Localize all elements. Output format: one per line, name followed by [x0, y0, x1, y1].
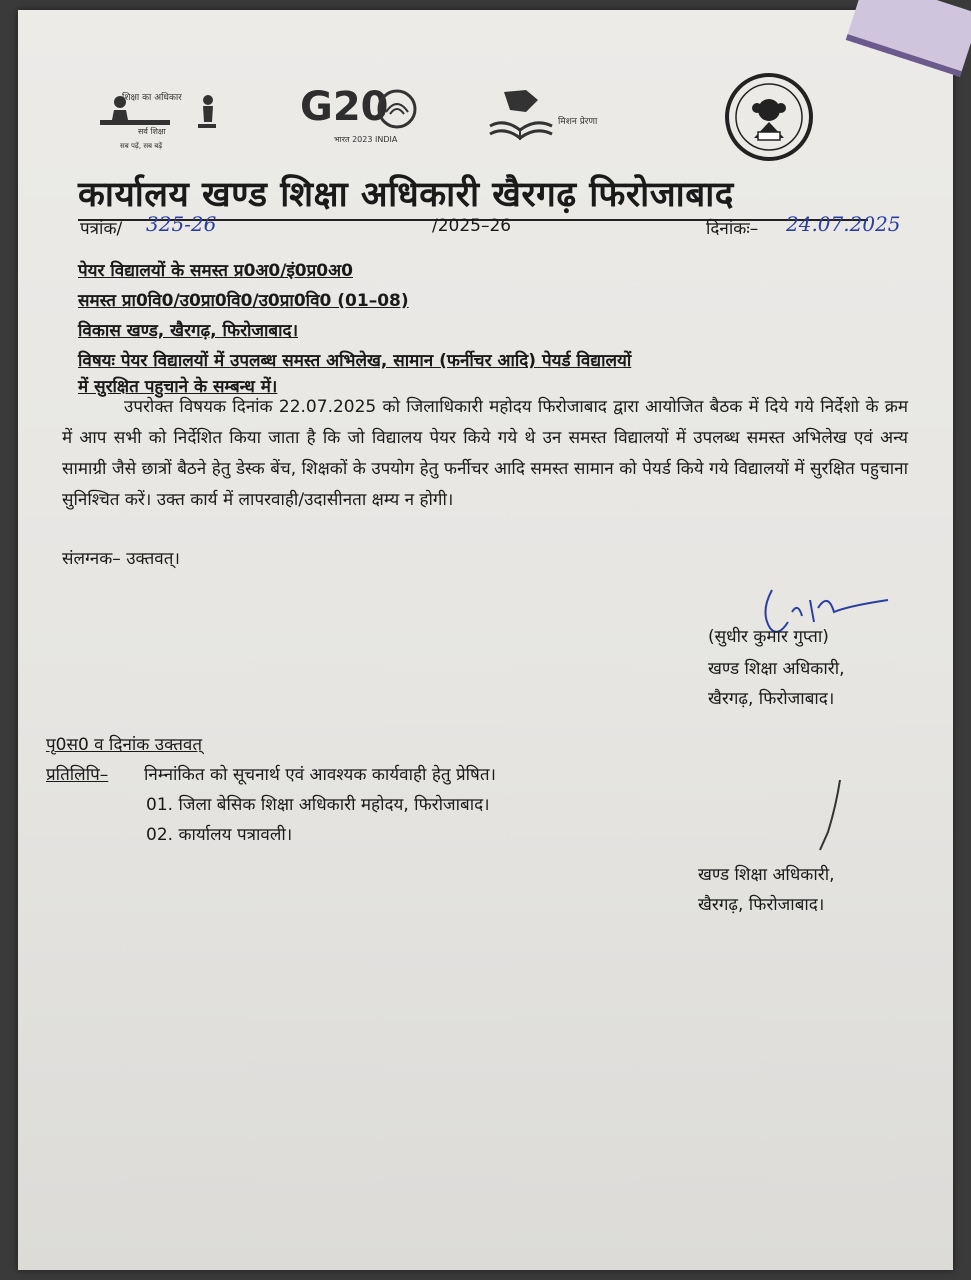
g20-subtext: भारत 2023 INDIA [334, 135, 398, 144]
open-book-map-icon [486, 86, 556, 146]
attachment-line: संलग्नक– उक्तवत्। [62, 549, 180, 569]
date-value: 24.07.2025 [786, 212, 901, 236]
copy-text: निम्नांकित को सूचनार्थ एवं आवश्यक कार्यवाही हेतु प्रेषित। [144, 765, 497, 785]
lotus-globe-icon [376, 88, 418, 130]
date-label: दिनांकः– [706, 219, 759, 239]
beti-bachao-logo [724, 72, 814, 162]
girl-circle-icon [724, 72, 814, 162]
signatory2-place: खैरगढ़, फिरोजाबाद। [698, 895, 825, 915]
recipient-line-2: समस्त प्रा0वि0/उ0प्रा0वि0/उ0प्रा0वि0 (01–08) [78, 291, 409, 311]
office-title: कार्यालय खण्ड शिक्षा अधिकारी खैरगढ़ फिरोजाबाद [78, 170, 868, 221]
mission-prerna-text: मिशन प्रेरणा [558, 117, 598, 127]
copy-label: प्रतिलिपि– [46, 765, 109, 785]
logo-ssa-text: सर्व शिक्षा [138, 127, 166, 136]
body-paragraph: उपरोक्त विषयक दिनांक 22.07.2025 को जिलाधिकारी महोदय फिरोजाबाद द्वारा आयोजित बैठक में दिये गये निर्देशो के क्रम में आप सभी को निर्देशित किया जाता है कि जो विद्यालय पेयर किये गये थे उन समस्त विद्यालयों में उपलब्ध समस्त अभिलेख एवं अन्य सामाग्री जैसे छात्रों बैठने हेतु डेस्क बेंच, शिक्षकों के उपयोग हेतु फर्नीचर आदि समस्त सामान को पेयर्ड किये गये विद्यालयों में सुरक्षित पहुचाना सुनिश्चित करें। उक्त कार्य में लापरवाही/उदासीनता क्षम्य न होगी। [62, 397, 908, 510]
recipient-line-3: विकास खण्ड, खैरगढ़, फिरोजाबाद। [78, 321, 299, 341]
signatory2-designation: खण्ड शिक्षा अधिकारी, [698, 865, 835, 885]
recipient-line-1: पेयर विद्यालयों के समस्त प्र0अ0/इं0प्र0अ0 [78, 261, 353, 281]
logo-slogan-text: सब पढ़ें, सब बढ़ें [120, 142, 163, 150]
sarva-shiksha-logo [88, 90, 228, 160]
subject-line-2: में सुरक्षित पहुचाने के सम्बन्ध में। [78, 377, 278, 397]
signatory-place: खैरगढ़, फिरोजाबाद। [708, 689, 835, 709]
g20-logo [300, 84, 430, 148]
g20-text: G20 [300, 84, 389, 130]
patrank-label: पत्रांक/ [80, 219, 123, 239]
subject-line-1: विषयः पेयर विद्यालयों में उपलब्ध समस्त अभिलेख, सामान (फर्नीचर आदि) पेयर्ड विद्यालयों [78, 351, 632, 371]
logo-rte-text: शिक्षा का अधिकार [122, 93, 182, 103]
signatory-name: (सुधीर कुमार गुप्ता) [708, 627, 829, 647]
ref-line: पृ0स0 व दिनांक उक्तवत् [46, 735, 203, 755]
copy-item-1: 01. जिला बेसिक शिक्षा अधिकारी महोदय, फिरोजाबाद। [146, 795, 490, 815]
copy-item-2: 02. कार्यालय पत्रावली। [146, 825, 293, 845]
mission-prerna-logo [486, 86, 626, 150]
signatory-designation: खण्ड शिक्षा अधिकारी, [708, 659, 845, 679]
patrank-value: 325-26 [146, 212, 217, 236]
letter-paper [18, 10, 953, 1270]
corner-sticker [846, 0, 971, 77]
initial-stroke [816, 776, 846, 856]
session-year: /2025–26 [432, 216, 512, 236]
